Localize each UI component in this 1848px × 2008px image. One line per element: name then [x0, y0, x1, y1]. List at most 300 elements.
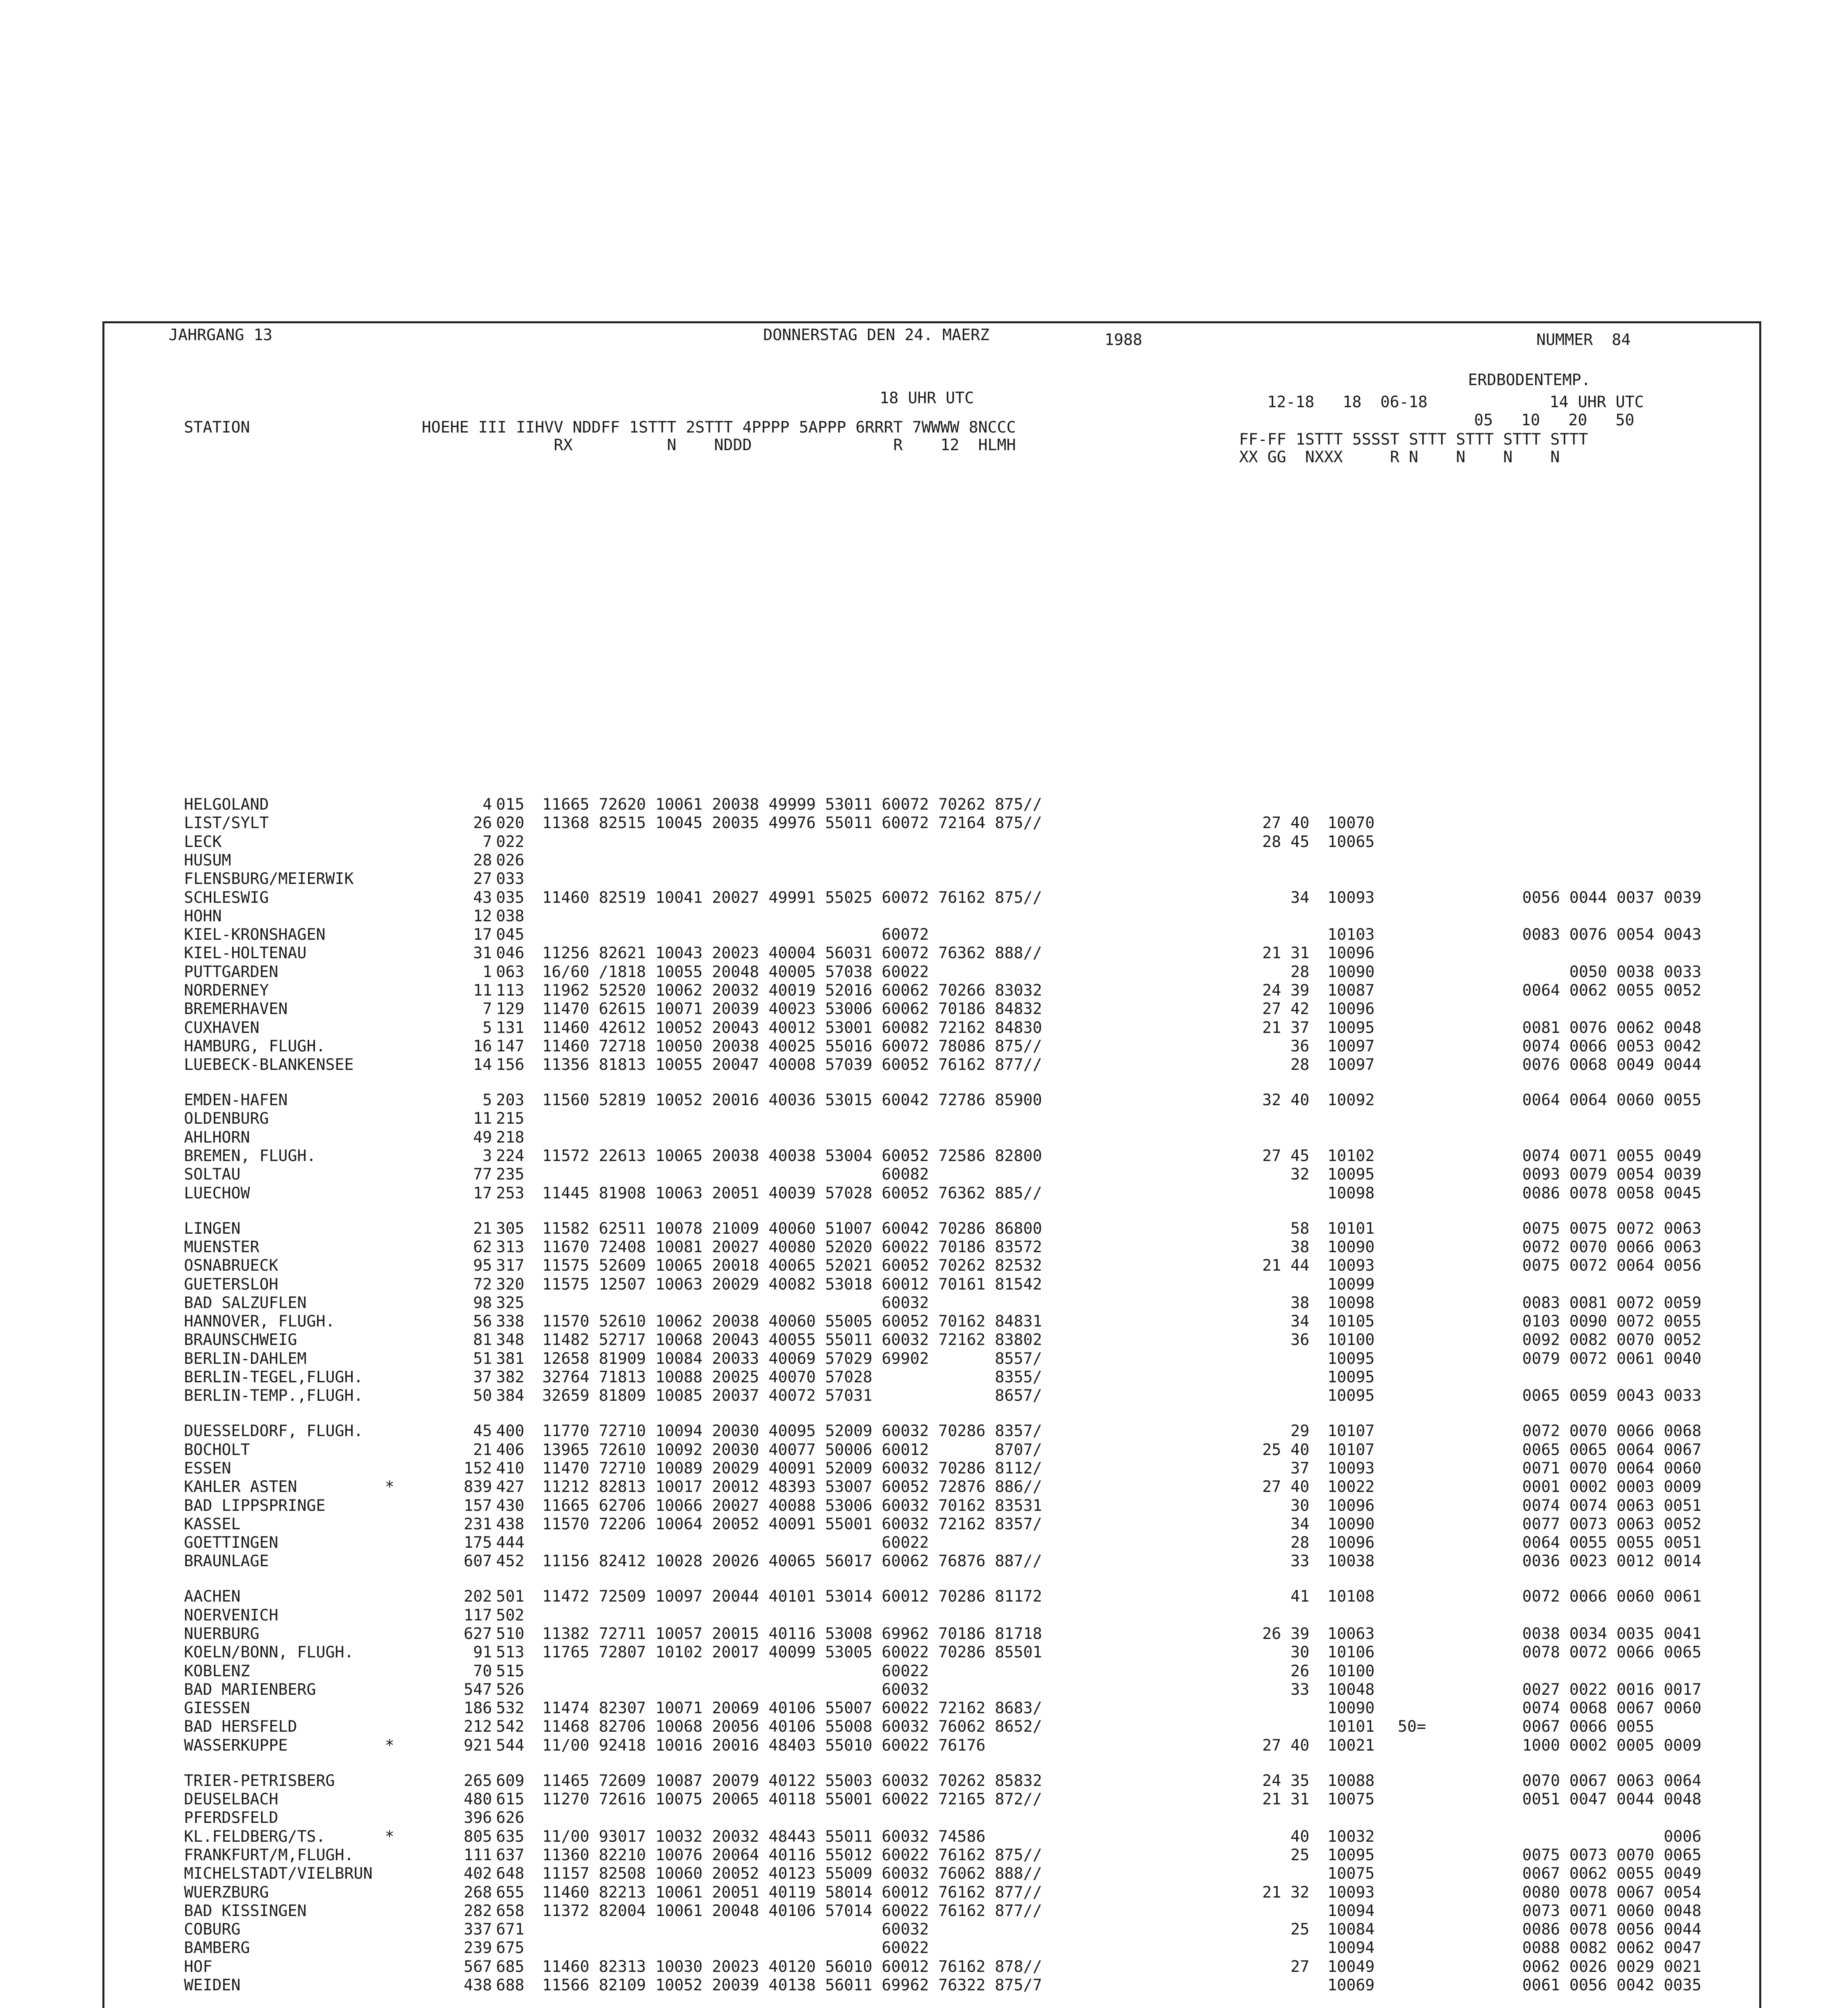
elevation: 43: [473, 889, 492, 907]
synop-groups: 11157 82508 10060 20052 40123 55009 60032 76062 888//: [542, 1865, 1042, 1883]
station-name: BERLIN-TEMP.,FLUGH.: [184, 1387, 363, 1405]
wind-gusts: 38: [1291, 1238, 1309, 1256]
synop-groups: 11670 72408 10081 20027 40080 52020 60022 70186 83572: [542, 1238, 1042, 1256]
station-index: 452: [496, 1552, 525, 1570]
station-index: 215: [496, 1110, 525, 1128]
temperature-group: 10090: [1327, 963, 1375, 981]
station-index: 532: [496, 1699, 525, 1717]
wind-gusts: 27 40: [1262, 1737, 1309, 1755]
soil-temperatures: 0064 0062 0055 0052: [1522, 982, 1702, 1000]
elevation: 62: [473, 1238, 492, 1256]
table-row: [104, 1864, 1763, 1884]
station-name: FLENSBURG/MEIERWIK: [184, 870, 354, 888]
elevation: 1: [482, 963, 492, 981]
wind-gusts: 21 32: [1262, 1884, 1309, 1902]
table-row: [104, 1552, 1763, 1571]
station-name: BAD LIPPSPRINGE: [184, 1497, 326, 1515]
temperature-group: 10096: [1327, 1534, 1375, 1552]
station-name: DUESSELDORF, FLUGH.: [184, 1422, 363, 1440]
elevation: 337: [464, 1920, 492, 1939]
station-index: 637: [496, 1846, 525, 1864]
synop-groups: 60022: [542, 1534, 929, 1552]
elevation: 268: [464, 1884, 492, 1902]
soil-temperatures: 0038 0034 0035 0041: [1522, 1625, 1702, 1643]
soil-temperatures: 0072 0066 0060 0061: [1522, 1588, 1702, 1606]
temperature-group: 10032: [1327, 1828, 1375, 1846]
station-index: 615: [496, 1790, 525, 1808]
temperature-group: 10107: [1327, 1441, 1375, 1459]
station-name: KOBLENZ: [184, 1662, 250, 1680]
table-row: [104, 1717, 1763, 1737]
station-name: BAMBERG: [184, 1939, 250, 1957]
station-index: 609: [496, 1772, 525, 1790]
wind-gusts: 27 45: [1262, 1147, 1309, 1165]
elevation: 402: [464, 1865, 492, 1883]
soil-temperatures: 0075 0072 0064 0056: [1522, 1257, 1702, 1275]
elevation: 31: [473, 944, 492, 962]
soil-temperatures: 0027 0022 0016 0017: [1522, 1681, 1702, 1699]
table-row: [104, 888, 1763, 908]
synop-groups: 32764 71813 10088 20025 40070 57028 8355/: [542, 1368, 1042, 1386]
table-row: [104, 851, 1763, 870]
soil-temperatures: 0080 0078 0067 0054: [1522, 1884, 1702, 1902]
table-row: [104, 1147, 1763, 1166]
wind-gusts: 33: [1291, 1552, 1309, 1570]
soil-temperatures: 0076 0068 0049 0044: [1522, 1056, 1702, 1074]
soil-temperatures: 0071 0070 0064 0060: [1522, 1459, 1702, 1477]
wind-gusts: 38: [1291, 1294, 1309, 1312]
wind-gusts: 21 31: [1262, 1790, 1309, 1808]
elevation: 7: [482, 1000, 492, 1018]
temperature-group: 10098: [1327, 1294, 1375, 1312]
time-18-utc: 18 UHR UTC: [880, 389, 974, 407]
table-row: [104, 944, 1763, 963]
soil-temperatures: 0079 0072 0061 0040: [1522, 1350, 1702, 1368]
table-row: [104, 1515, 1763, 1534]
soil-temperatures: 0086 0078 0058 0045: [1522, 1184, 1702, 1202]
elevation: 265: [464, 1772, 492, 1790]
station-index: 015: [496, 796, 525, 814]
soil-temperatures: 0061 0056 0042 0035: [1522, 1976, 1702, 1994]
soil-temperatures: 0092 0082 0070 0052: [1522, 1331, 1702, 1349]
elevation: 4: [482, 796, 492, 814]
station-name: DEUSELBACH: [184, 1790, 278, 1808]
wind-gusts: 25: [1291, 1846, 1309, 1864]
wind-gusts: 28: [1291, 1534, 1309, 1552]
soil-temperatures: 0073 0071 0060 0048: [1522, 1902, 1702, 1920]
temperature-group: 10102: [1327, 1147, 1375, 1165]
elevation: 45: [473, 1422, 492, 1440]
table-row: [104, 963, 1763, 982]
synop-groups: 11962 52520 10062 20032 40019 52016 60062 70266 83032: [542, 982, 1042, 1000]
table-row: [104, 1441, 1763, 1460]
station-name: NOERVENICH: [184, 1606, 278, 1624]
temperature-group: 10090: [1327, 1699, 1375, 1717]
station-index: 675: [496, 1939, 525, 1957]
station-name: AHLHORN: [184, 1128, 250, 1147]
station-index: 671: [496, 1920, 525, 1939]
station-index: 026: [496, 851, 525, 869]
elevation: 21: [473, 1220, 492, 1238]
synop-groups: 11560 52819 10052 20016 40036 53015 60042 72786 85900: [542, 1091, 1042, 1109]
station-name: WASSERKUPPE: [184, 1737, 288, 1755]
wind-gusts: 58: [1291, 1220, 1309, 1238]
elevation: 7: [482, 833, 492, 851]
soil-temperatures: 0006: [1522, 1828, 1702, 1846]
soil-depths: 05 10 20 50: [1474, 411, 1635, 429]
station-index: 542: [496, 1718, 525, 1736]
temperature-group: 10108: [1327, 1588, 1375, 1606]
mountain-station-marker: *: [385, 1828, 394, 1846]
synop-groups: 11460 82519 10041 20027 49991 55025 60072 76162 875//: [542, 889, 1042, 907]
station-index: 626: [496, 1809, 525, 1827]
station-name: KAHLER ASTEN: [184, 1478, 297, 1496]
synop-groups: 11368 82515 10045 20035 49976 55011 60072 72164 875//: [542, 814, 1042, 832]
station-name: HUSUM: [184, 851, 231, 869]
temperature-group: 10093: [1327, 1257, 1375, 1275]
elevation: 37: [473, 1368, 492, 1386]
station-index: 203: [496, 1091, 525, 1109]
elevation: 72: [473, 1275, 492, 1294]
table-row: [104, 1055, 1763, 1075]
synop-groups: 11270 72616 10075 20065 40118 55001 60022 72165 872//: [542, 1790, 1042, 1808]
table-row: [104, 1165, 1763, 1184]
soil-temp-time: 14 UHR UTC: [1550, 393, 1644, 411]
soil-temperatures: 0086 0078 0056 0044: [1522, 1920, 1702, 1939]
wind-gusts: 34: [1291, 889, 1309, 907]
table-row: [104, 1477, 1763, 1497]
elevation: 98: [473, 1294, 492, 1312]
temperature-group: 10093: [1327, 1459, 1375, 1477]
station-name: BRAUNLAGE: [184, 1552, 269, 1570]
station-name: KIEL-KRONSHAGEN: [184, 926, 326, 944]
temperature-group: 10090: [1327, 1238, 1375, 1256]
station-index: 427: [496, 1478, 525, 1496]
temperature-group: 10095: [1327, 1019, 1375, 1037]
synop-groups: 11474 82307 10071 20069 40106 55007 60022 72162 8683/: [542, 1699, 1042, 1717]
synop-groups: 11470 62615 10071 20039 40023 53006 60062 70186 84832: [542, 1000, 1042, 1018]
table-row: [104, 981, 1763, 1000]
station-name: SCHLESWIG: [184, 889, 269, 907]
temperature-group: 10075: [1327, 1790, 1375, 1808]
synop-groups: 11472 72509 10097 20044 40101 53014 60012 70286 81172: [542, 1588, 1042, 1606]
station-name: WUERZBURG: [184, 1884, 269, 1902]
elevation: 5: [482, 1091, 492, 1109]
station-name: BERLIN-DAHLEM: [184, 1350, 307, 1368]
station-name: SOLTAU: [184, 1165, 241, 1184]
synop-groups: 16/60 /1818 10055 20048 40005 57038 60022: [542, 963, 929, 981]
station-index: 156: [496, 1056, 525, 1074]
soil-temperatures: 0075 0073 0070 0065: [1522, 1846, 1702, 1864]
synop-groups: 11575 52609 10065 20018 40065 52021 60052 70262 82532: [542, 1257, 1042, 1275]
station-name: GOETTINGEN: [184, 1534, 278, 1552]
sunshine-group: 50=: [1398, 1718, 1426, 1736]
soil-temperatures: 0074 0071 0055 0049: [1522, 1147, 1702, 1165]
station-index: 510: [496, 1625, 525, 1643]
elevation: 17: [473, 926, 492, 944]
synop-groups: 11460 72718 10050 20038 40025 55016 60072 78086 875//: [542, 1037, 1042, 1055]
station-index: 338: [496, 1312, 525, 1331]
table-row: [104, 1219, 1763, 1239]
elevation: 157: [464, 1497, 492, 1515]
wind-gusts: 21 44: [1262, 1257, 1309, 1275]
synop-groups: 11460 82313 10030 20023 40120 56010 60012 76162 878//: [542, 1958, 1042, 1976]
temperature-group: 10084: [1327, 1920, 1375, 1939]
table-row: [104, 1976, 1763, 1995]
station-index: 658: [496, 1902, 525, 1920]
elevation: 239: [464, 1939, 492, 1957]
station-index: 444: [496, 1534, 525, 1552]
synop-groups: 11566 82109 10052 20039 40138 56011 69962 76322 875/7: [542, 1976, 1042, 1994]
elevation: 14: [473, 1056, 492, 1074]
elevation: 805: [464, 1828, 492, 1846]
wind-gusts: 36: [1291, 1331, 1309, 1349]
table-row: [104, 1533, 1763, 1553]
table-row: [104, 1349, 1763, 1369]
table-row: [104, 1331, 1763, 1350]
station-index: 045: [496, 926, 525, 944]
station-name: NUERBURG: [184, 1625, 259, 1643]
synop-groups: 60032: [542, 1294, 929, 1312]
soil-temperatures: 0077 0073 0063 0052: [1522, 1515, 1702, 1533]
station-index: 502: [496, 1606, 525, 1624]
temperature-group: 10075: [1327, 1865, 1375, 1883]
station-name: HAMBURG, FLUGH.: [184, 1037, 326, 1055]
year-label: 1988: [1105, 331, 1142, 349]
elevation: 921: [464, 1737, 492, 1755]
elevation: 81: [473, 1331, 492, 1349]
table-row: [104, 1827, 1763, 1847]
wind-gusts: 30: [1291, 1643, 1309, 1661]
elevation: 438: [464, 1976, 492, 1994]
elevation: 231: [464, 1515, 492, 1533]
date-label: DONNERSTAG DEN 24. MAERZ: [763, 326, 990, 344]
station-name: BRAUNSCHWEIG: [184, 1331, 297, 1349]
elevation: 11: [473, 982, 492, 1000]
soil-temperatures: 0093 0079 0054 0039: [1522, 1165, 1702, 1184]
station-index: 406: [496, 1441, 525, 1459]
wind-gusts: 26: [1291, 1662, 1309, 1680]
station-name: HOHN: [184, 907, 222, 925]
temperature-group: 10088: [1327, 1772, 1375, 1790]
elevation: 12: [473, 907, 492, 925]
wind-gusts: 21 37: [1262, 1019, 1309, 1037]
table-row: [104, 1386, 1763, 1406]
wind-gusts: 41: [1291, 1588, 1309, 1606]
station-index: 655: [496, 1884, 525, 1902]
table-row: [104, 1368, 1763, 1387]
elevation: 26: [473, 814, 492, 832]
synop-groups: 11482 52717 10068 20043 40055 55011 60032 72162 83802: [542, 1331, 1042, 1349]
temperature-group: 10096: [1327, 944, 1375, 962]
temperature-group: 10106: [1327, 1643, 1375, 1661]
temperature-group: 10022: [1327, 1478, 1375, 1496]
synop-groups: 11575 12507 10063 20029 40082 53018 60012 70161 81542: [542, 1275, 1042, 1294]
synop-groups: 11465 72609 10087 20079 40122 55003 60032 70262 85832: [542, 1772, 1042, 1790]
wind-gusts: 29: [1291, 1422, 1309, 1440]
station-index: 224: [496, 1147, 525, 1165]
temperature-group: 10093: [1327, 889, 1375, 907]
synop-groups: 11665 72620 10061 20038 49999 53011 60072 70262 875//: [542, 796, 1042, 814]
soil-temp-title: ERDBODENTEMP.: [1468, 371, 1591, 389]
synop-groups: 60072: [542, 926, 929, 944]
station-index: 313: [496, 1238, 525, 1256]
elevation: 480: [464, 1790, 492, 1808]
temperature-group: 10103: [1327, 926, 1375, 944]
station-index: 400: [496, 1422, 525, 1440]
elevation: 175: [464, 1534, 492, 1552]
station-index: 038: [496, 907, 525, 925]
table-row: [104, 1091, 1763, 1110]
station-index: 526: [496, 1681, 525, 1699]
synop-groups: 11470 72710 10089 20029 40091 52009 60032 70286 8112/: [542, 1459, 1042, 1477]
soil-temperatures: 0074 0068 0067 0060: [1522, 1699, 1702, 1717]
station-index: 147: [496, 1037, 525, 1055]
station-name: PFERDSFELD: [184, 1809, 278, 1827]
temperature-group: 10101: [1327, 1220, 1375, 1238]
station-index: 033: [496, 870, 525, 888]
soil-temperatures: 0065 0059 0043 0033: [1522, 1387, 1702, 1405]
station-index: 129: [496, 1000, 525, 1018]
soil-temperatures: 0064 0064 0060 0055: [1522, 1091, 1702, 1109]
temperature-group: 10097: [1327, 1037, 1375, 1055]
temperature-group: 10107: [1327, 1422, 1375, 1440]
elevation: 117: [464, 1606, 492, 1624]
station-index: 410: [496, 1459, 525, 1477]
table-row: [104, 833, 1763, 852]
station-index: 022: [496, 833, 525, 851]
station-index: 320: [496, 1275, 525, 1294]
table-row: [104, 1939, 1763, 1958]
soil-temperatures: 0050 0038 0033: [1522, 963, 1702, 981]
soil-temperatures: 0072 0070 0066 0063: [1522, 1238, 1702, 1256]
temperature-group: 10099: [1327, 1275, 1375, 1294]
station-name: CUXHAVEN: [184, 1019, 259, 1037]
elevation: 16: [473, 1037, 492, 1055]
wind-gusts: 27 42: [1262, 1000, 1309, 1018]
elevation: 17: [473, 1184, 492, 1202]
station-index: 317: [496, 1257, 525, 1275]
station-name: KASSEL: [184, 1515, 241, 1533]
elevation: 91: [473, 1643, 492, 1661]
station-index: 381: [496, 1350, 525, 1368]
elevation: 547: [464, 1681, 492, 1699]
station-index: 063: [496, 963, 525, 981]
temperature-group: 10096: [1327, 1497, 1375, 1515]
table-row: [104, 814, 1763, 833]
table-row: [104, 1000, 1763, 1019]
temperature-group: 10095: [1327, 1846, 1375, 1864]
table-row: [104, 1883, 1763, 1902]
station-name: KIEL-HOLTENAU: [184, 944, 307, 962]
temperature-group: 10097: [1327, 1056, 1375, 1074]
station-name: OSNABRUECK: [184, 1257, 278, 1275]
wind-gusts: 28: [1291, 963, 1309, 981]
station-name: KL.FELDBERG/TS.: [184, 1828, 326, 1846]
station-index: 348: [496, 1331, 525, 1349]
wind-gusts: 36: [1291, 1037, 1309, 1055]
synop-groups: 11156 82412 10028 20026 40065 56017 60062 76876 887//: [542, 1552, 1042, 1570]
soil-temperatures: 0103 0090 0072 0055: [1522, 1312, 1702, 1331]
jahrgang-label: JAHRGANG 13: [169, 326, 273, 344]
station-index: 513: [496, 1643, 525, 1661]
temperature-group: 10096: [1327, 1000, 1375, 1018]
temperature-group: 10095: [1327, 1350, 1375, 1368]
wind-gusts: 40: [1291, 1828, 1309, 1846]
temperature-group: 10090: [1327, 1515, 1375, 1533]
station-name: BOCHOLT: [184, 1441, 250, 1459]
wind-gusts: 21 31: [1262, 944, 1309, 962]
synop-groups: 11382 72711 10057 20015 40116 53008 69962 70186 81718: [542, 1625, 1042, 1643]
table-row: [104, 1128, 1763, 1147]
table-row: [104, 1256, 1763, 1275]
soil-temperatures: 0001 0002 0003 0009: [1522, 1478, 1702, 1496]
station-name: HANNOVER, FLUGH.: [184, 1312, 335, 1331]
soil-temperatures: 0036 0023 0012 0014: [1522, 1552, 1702, 1570]
table-row: [104, 1790, 1763, 1809]
temperature-group: 10101: [1327, 1718, 1375, 1736]
wind-gusts: 30: [1291, 1497, 1309, 1515]
temperature-group: 10092: [1327, 1091, 1375, 1109]
station-name: LUEBECK-BLANKENSEE: [184, 1056, 354, 1074]
station-index: 218: [496, 1128, 525, 1147]
synop-groups: 11468 82706 10068 20056 40106 55008 60032 76062 8652/: [542, 1718, 1042, 1736]
station-name: BREMERHAVEN: [184, 1000, 288, 1018]
elevation: 839: [464, 1478, 492, 1496]
temperature-group: 10021: [1327, 1737, 1375, 1755]
station-name: GIESSEN: [184, 1699, 250, 1717]
table-row: [104, 1422, 1763, 1441]
synop-groups: 60032: [542, 1920, 929, 1939]
station-index: 325: [496, 1294, 525, 1312]
elevation: 21: [473, 1441, 492, 1459]
soil-temperatures: 0088 0082 0062 0047: [1522, 1939, 1702, 1957]
soil-temperatures: 0078 0072 0066 0065: [1522, 1643, 1702, 1661]
wind-gusts: 27 40: [1262, 814, 1309, 832]
temperature-group: 10100: [1327, 1662, 1375, 1680]
table-row: [104, 1109, 1763, 1128]
table-row: [104, 1643, 1763, 1662]
soil-temperatures: 0081 0076 0062 0048: [1522, 1019, 1702, 1037]
table-row: [104, 1275, 1763, 1294]
soil-temperatures: 0064 0055 0055 0051: [1522, 1534, 1702, 1552]
station-index: 544: [496, 1737, 525, 1755]
elevation: 152: [464, 1459, 492, 1477]
elevation: 51: [473, 1350, 492, 1368]
station-index: 384: [496, 1387, 525, 1405]
table-row: [104, 795, 1763, 814]
wind-gusts: 27 40: [1262, 1478, 1309, 1496]
wind-gusts: 25: [1291, 1920, 1309, 1939]
station-name: PUTTGARDEN: [184, 963, 278, 981]
table-row: [104, 1662, 1763, 1681]
synop-groups: 11460 42612 10052 20043 40012 53001 60082 72162 84830: [542, 1019, 1042, 1037]
elevation: 95: [473, 1257, 492, 1275]
soil-temperatures: 0072 0070 0066 0068: [1522, 1422, 1702, 1440]
wind-gusts: 28: [1291, 1056, 1309, 1074]
station-name: BAD SALZUFLEN: [184, 1294, 307, 1312]
table-row: [104, 925, 1763, 945]
synop-groups: 11372 82004 10061 20048 40106 57014 60022 76162 877//: [542, 1902, 1042, 1920]
table-row: [104, 1680, 1763, 1700]
elevation: 212: [464, 1718, 492, 1736]
station-index: 438: [496, 1515, 525, 1533]
table-row: [104, 1238, 1763, 1257]
wind-gusts: 34: [1291, 1515, 1309, 1533]
station-index: 501: [496, 1588, 525, 1606]
station-name: MICHELSTADT/VIELBRUN: [184, 1865, 373, 1883]
wind-gusts: 25 40: [1262, 1441, 1309, 1459]
